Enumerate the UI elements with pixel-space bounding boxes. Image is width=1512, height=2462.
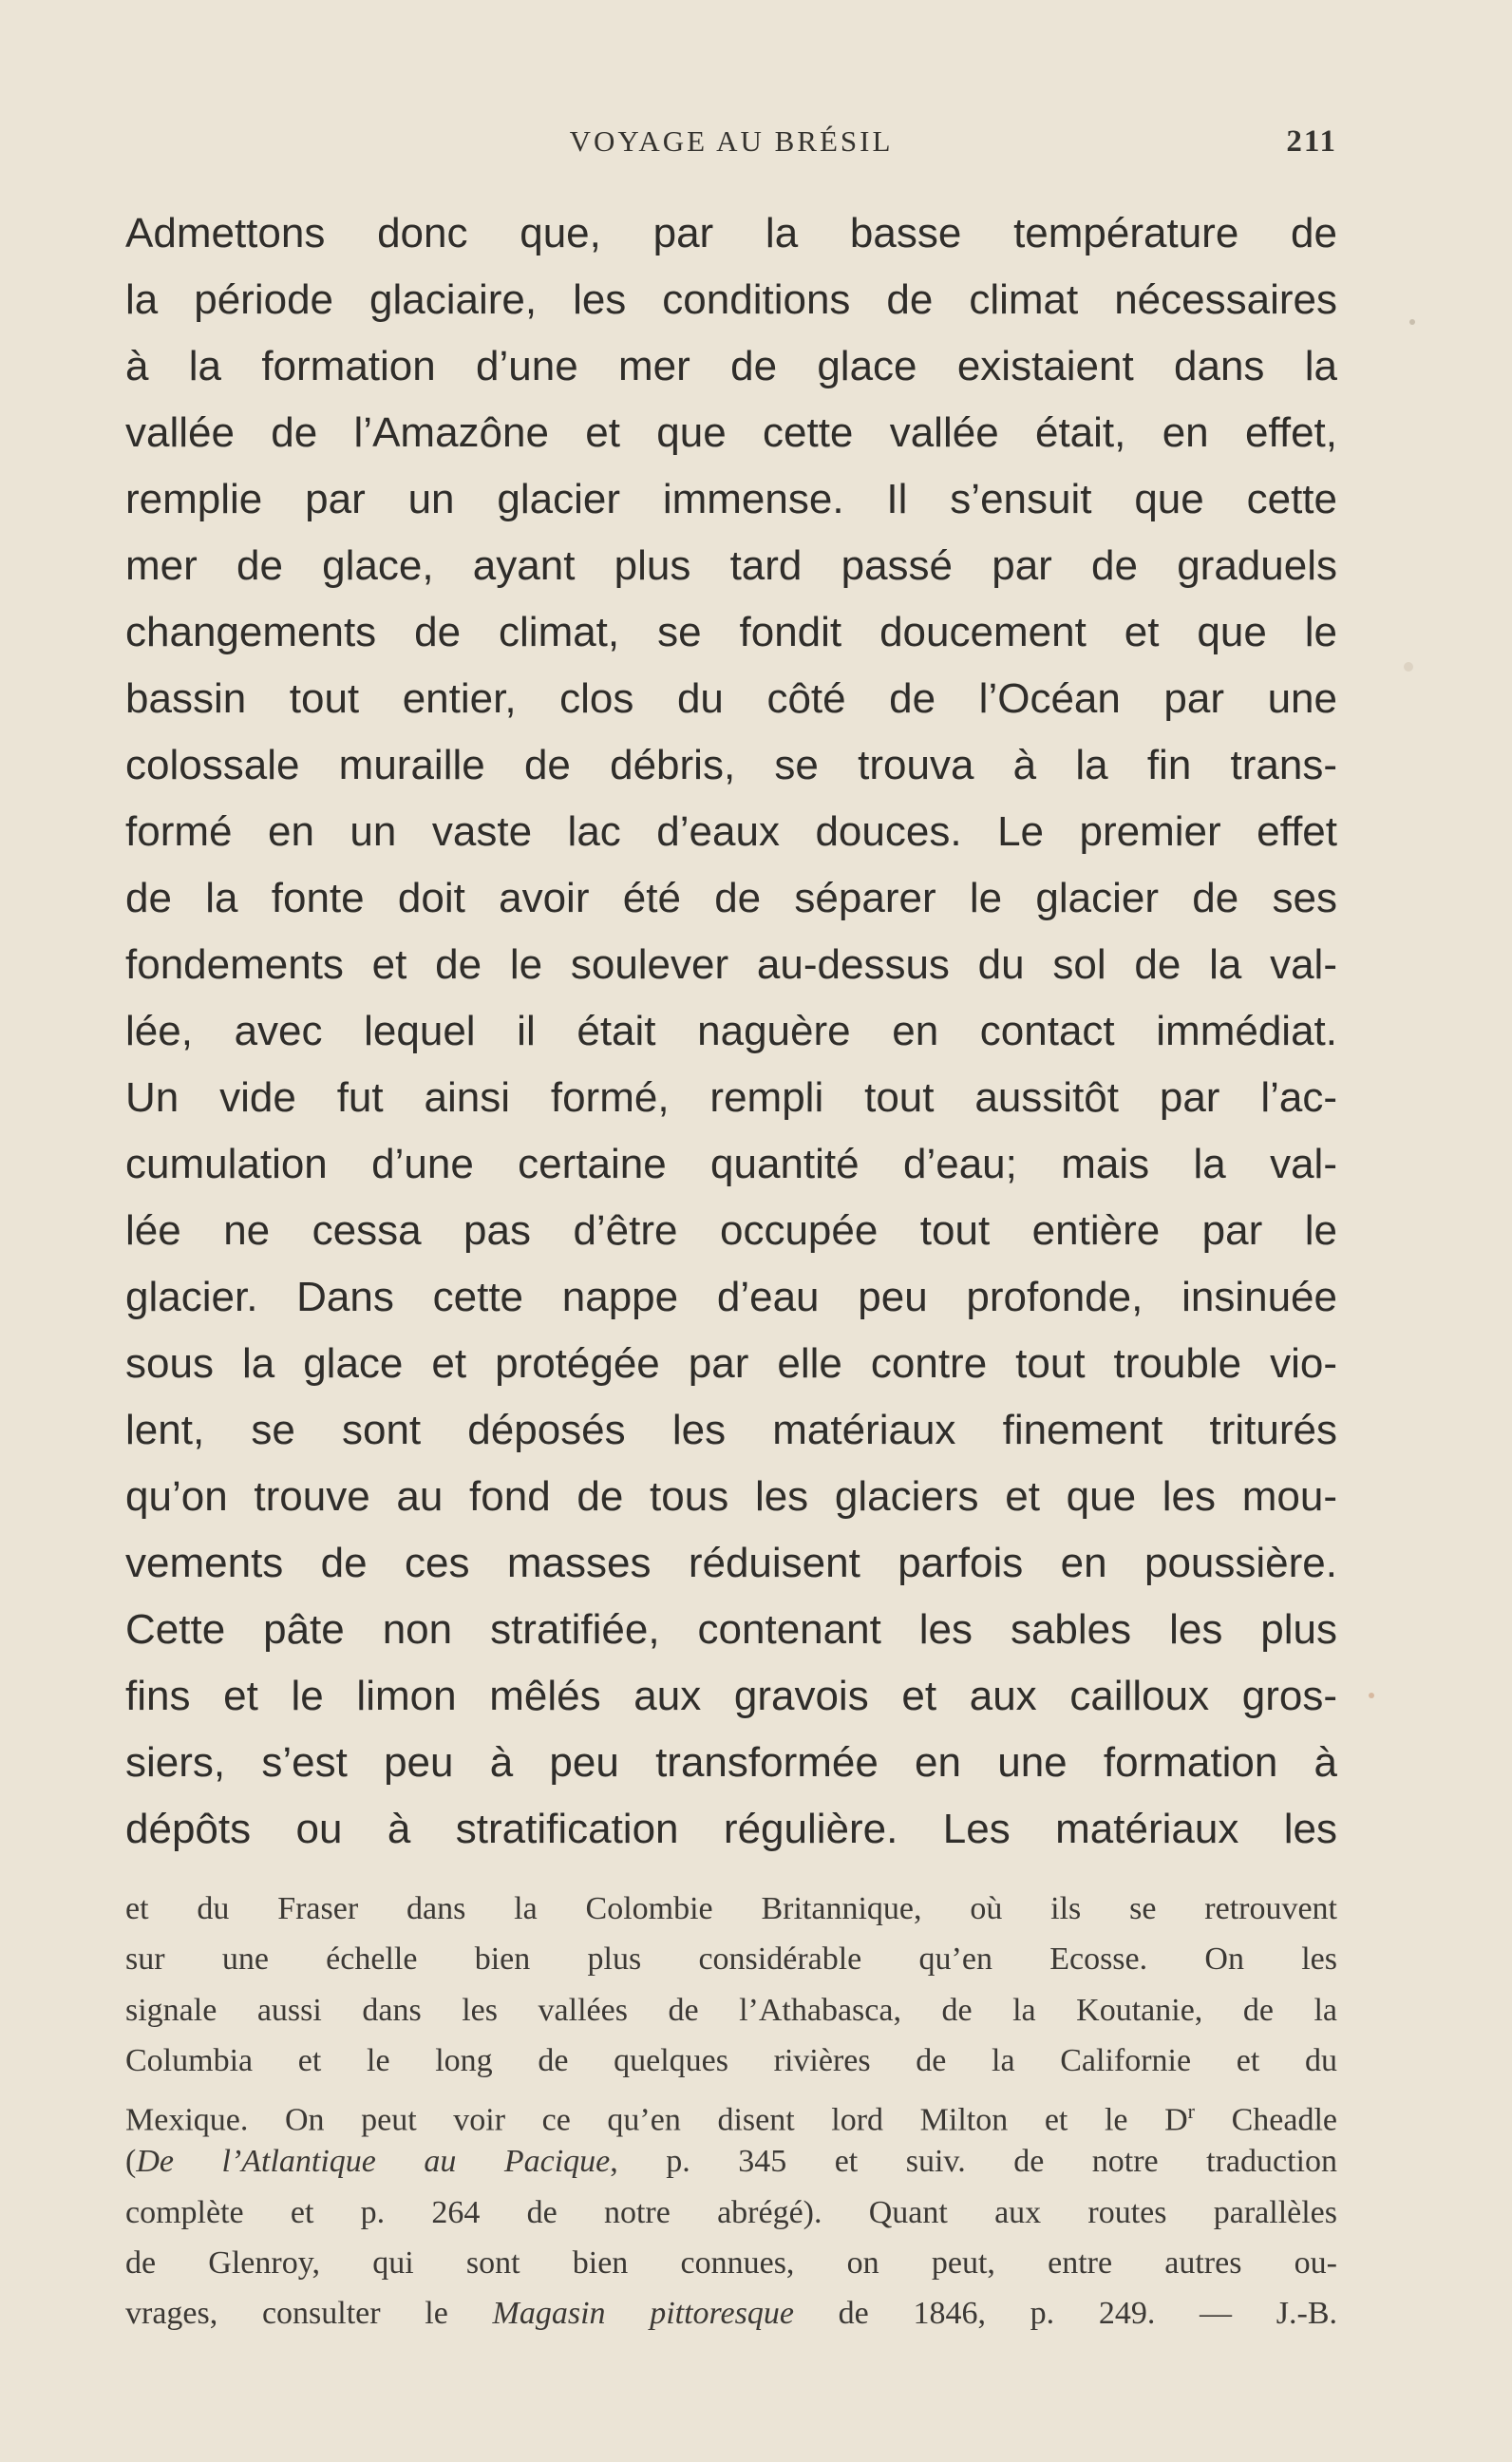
footnote-line <box>125 2288 1337 2339</box>
body-line: remplie par un glacier immense. Il s’ensuit que cette <box>125 476 1337 522</box>
body-line: changements de climat, se fondit doucement et que le <box>125 609 1337 655</box>
footnote-text: Cheadle <box>1194 2102 1337 2138</box>
body-line: qu’on trouve au fond de tous les glaciers et que les mou- <box>125 1473 1337 1520</box>
footnote-line: signale aussi dans les vallées de l’Athabasca, de la Koutanie, de la <box>125 1992 1337 2028</box>
footnote-italic-title: Magasin pittoresque <box>492 2296 794 2332</box>
body-line: siers, s’est peu à peu transformée en une formation à <box>125 1739 1337 1786</box>
running-title: VOYAGE AU BRÉSIL <box>569 124 894 158</box>
body-line: sous la glace et protégée par elle contre tout trouble vio- <box>125 1340 1337 1387</box>
body-line: à la formation d’une mer de glace existaient dans la <box>125 343 1337 389</box>
footnote-line <box>125 2136 1337 2187</box>
body-line: vements de ces masses réduisent parfois en poussière. <box>125 1540 1337 1586</box>
footnote-text: de 1846, p. 249. — J.-B. <box>793 2296 1337 2332</box>
body-text <box>125 200 1337 1863</box>
footnote-superscript: r <box>1187 2099 1195 2124</box>
body-line: Un vide fut ainsi formé, rempli tout aussitôt par l’ac- <box>125 1074 1337 1121</box>
footnote-line: et du Fraser dans la Colombie Britannique, où ils se retrouvent <box>125 1891 1337 1926</box>
running-head <box>125 118 1337 165</box>
body-line: fondements et de le soulever au-dessus du sol de la val- <box>125 941 1337 988</box>
footnote-line: Columbia et le long de quelques rivières de la Californie et du <box>125 2042 1337 2078</box>
body-line: vallée de l’Amazône et que cette vallée était, en effet, <box>125 409 1337 456</box>
paper-speck <box>1404 662 1413 672</box>
footnote-text: , p. 345 et suiv. de notre traduction <box>610 2144 1337 2180</box>
body-line: dépôts ou à stratification régulière. Les matériaux les <box>125 1806 1337 1852</box>
footnote-line: de Glenroy, qui sont bien connues, on peut, entre autres ou- <box>125 2245 1337 2282</box>
body-line: Cette pâte non stratifiée, contenant les sables les plus <box>125 1606 1337 1653</box>
body-line: glacier. Dans cette nappe d’eau peu profonde, insinuée <box>125 1274 1337 1320</box>
body-line: Admettons donc que, par la basse température de <box>125 210 1337 256</box>
footnote-line <box>125 2086 1337 2136</box>
footnote-text: ( <box>125 2144 137 2180</box>
footnote-italic-title: De l’Atlantique au Pacique <box>136 2144 611 2180</box>
body-line: lée ne cessa pas d’être occupée tout entière par le <box>125 1207 1337 1254</box>
paper-speck <box>1369 1693 1374 1698</box>
body-line: de la fonte doit avoir été de séparer le glacier de ses <box>125 875 1337 921</box>
paper-speck <box>1409 319 1415 325</box>
footnote-text: Mexique. On peut voir ce qu’en disent lord Milton et le D <box>125 2102 1188 2138</box>
page-number: 211 <box>1286 124 1337 159</box>
body-line: bassin tout entier, clos du côté de l’Océan par une <box>125 675 1337 722</box>
footnote-text: vrages, consulter le <box>125 2296 493 2332</box>
body-line: fins et le limon mêlés aux gravois et aux cailloux gros- <box>125 1673 1337 1719</box>
footnote-line: sur une échelle bien plus considérable qu’en Ecosse. On les <box>125 1941 1337 1978</box>
body-line: la période glaciaire, les conditions de climat nécessaires <box>125 276 1337 323</box>
footnote-line: complète et p. 264 de notre abrégé). Quant aux routes parallèles <box>125 2194 1337 2230</box>
body-line: colossale muraille de débris, se trouva à la fin trans- <box>125 742 1337 788</box>
footnote <box>125 1884 1337 2339</box>
body-line: cumulation d’une certaine quantité d’eau; mais la val- <box>125 1141 1337 1187</box>
body-line: formé en un vaste lac d’eaux douces. Le premier effet <box>125 808 1337 855</box>
body-line: lent, se sont déposés les matériaux finement triturés <box>125 1407 1337 1453</box>
body-line: lée, avec lequel il était naguère en contact immédiat. <box>125 1008 1337 1054</box>
body-line: mer de glace, ayant plus tard passé par de graduels <box>125 542 1337 589</box>
